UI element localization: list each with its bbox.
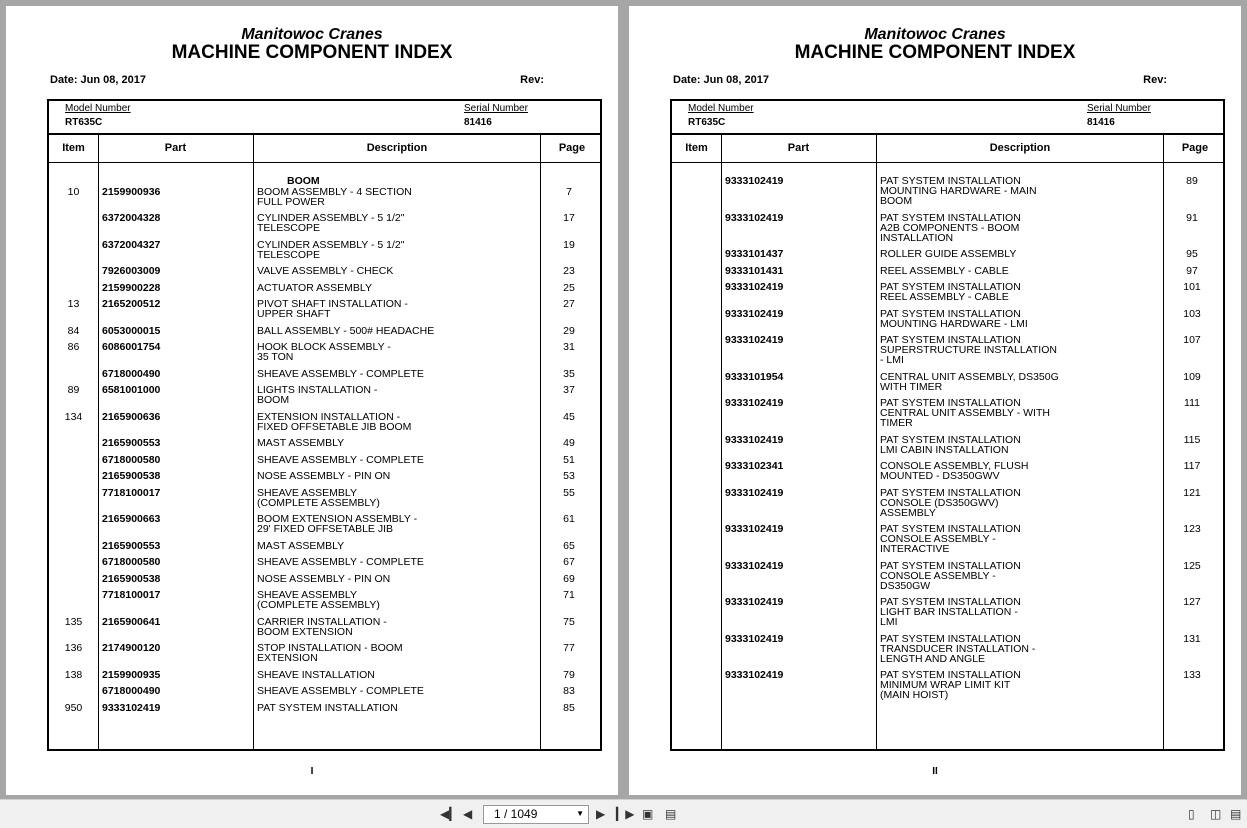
- description-cell: PAT SYSTEM INSTALLATION CENTRAL UNIT ASSEMBLY - WITH TIMER: [880, 397, 1050, 429]
- part-cell: 2165900636: [102, 411, 161, 423]
- model-number-value: RT635C: [65, 117, 103, 128]
- part-cell: 6372004327: [102, 239, 161, 251]
- item-cell: 135: [64, 616, 83, 628]
- page-cell: 91: [1186, 212, 1198, 224]
- description-cell: BOOM ASSEMBLY - 4 SECTION FULL POWER: [257, 186, 412, 208]
- description-cell: PAT SYSTEM INSTALLATION TRANSDUCER INSTALLATION - LENGTH AND ANGLE: [880, 633, 1036, 665]
- part-cell: 2165900538: [102, 470, 161, 482]
- column-divider: [98, 133, 99, 749]
- page-cell: 67: [563, 556, 575, 568]
- single-page-icon[interactable]: ▯: [1188, 807, 1195, 821]
- item-cell: 138: [64, 669, 83, 681]
- description-cell: SHEAVE ASSEMBLY - COMPLETE: [257, 556, 424, 568]
- page-cell: 29: [563, 325, 575, 337]
- description-cell: PAT SYSTEM INSTALLATION CONSOLE ASSEMBLY - DS350GW: [880, 560, 1021, 592]
- page-cell: 133: [1183, 669, 1201, 681]
- page-cell: 123: [1183, 523, 1201, 535]
- date-label: Date: Jun 08, 2017: [50, 74, 146, 86]
- page-cell: 7: [566, 186, 572, 198]
- part-cell: 6718000490: [102, 685, 161, 697]
- page-cell: 101: [1183, 281, 1201, 293]
- part-cell: 2165900641: [102, 616, 161, 628]
- page-cell: 23: [563, 265, 575, 277]
- part-cell: 9333102419: [725, 669, 784, 681]
- page-cell: 77: [563, 642, 575, 654]
- page-cell: 109: [1183, 371, 1201, 383]
- item-cell: 86: [67, 341, 80, 353]
- part-cell: 9333102419: [725, 212, 784, 224]
- date-label: Date: Jun 08, 2017: [673, 74, 769, 86]
- part-cell: 2159900228: [102, 282, 161, 294]
- description-cell: CYLINDER ASSEMBLY - 5 1/2" TELESCOPE: [257, 212, 405, 234]
- part-cell: 2159900936: [102, 186, 161, 198]
- brand-name: Manitowoc Cranes: [241, 26, 383, 43]
- page-cell: 107: [1183, 334, 1201, 346]
- page-cell: 83: [563, 685, 575, 697]
- first-page-icon[interactable]: ◀▎: [440, 807, 459, 821]
- item-cell: 89: [67, 384, 80, 396]
- description-cell: NOSE ASSEMBLY - PIN ON: [257, 470, 391, 482]
- description-cell: NOSE ASSEMBLY - PIN ON: [257, 573, 391, 585]
- page-cell: 65: [563, 540, 575, 552]
- part-cell: 2174900120: [102, 642, 161, 654]
- item-cell: 13: [67, 298, 80, 310]
- description-cell: SHEAVE ASSEMBLY - COMPLETE: [257, 454, 424, 466]
- prev-page-icon[interactable]: ◀: [463, 807, 473, 821]
- description-cell: PAT SYSTEM INSTALLATION LIGHT BAR INSTALLATION - LMI: [880, 596, 1021, 628]
- page-number: I: [310, 766, 314, 777]
- item-cell: 84: [67, 325, 80, 337]
- part-cell: 2159900935: [102, 669, 161, 681]
- description-cell: CENTRAL UNIT ASSEMBLY, DS350G WITH TIMER: [880, 371, 1059, 393]
- part-cell: 7926003009: [102, 265, 161, 277]
- col-desc-header: Description: [366, 142, 428, 154]
- description-cell: PAT SYSTEM INSTALLATION SUPERSTRUCTURE INSTALLATION - LMI: [880, 334, 1057, 366]
- column-headers: [672, 133, 1223, 163]
- col-part-header: Part: [164, 142, 187, 154]
- last-page-icon[interactable]: ▎▶: [616, 807, 635, 821]
- description-cell: SHEAVE ASSEMBLY (COMPLETE ASSEMBLY): [257, 487, 380, 509]
- description-cell: BALL ASSEMBLY - 500# HEADACHE: [257, 325, 435, 337]
- document-title: MACHINE COMPONENT INDEX: [171, 42, 453, 63]
- part-cell: 6718000490: [102, 368, 161, 380]
- continuous-icon[interactable]: ▤: [1230, 807, 1242, 821]
- brand-name: Manitowoc Cranes: [864, 26, 1006, 43]
- page-cell: 55: [563, 487, 575, 499]
- column-divider: [253, 133, 254, 749]
- page-cell: 95: [1186, 248, 1198, 260]
- part-cell: 9333102419: [725, 560, 784, 572]
- description-cell: MAST ASSEMBLY: [257, 540, 345, 552]
- description-cell: CARRIER INSTALLATION - BOOM EXTENSION: [257, 616, 387, 638]
- part-cell: 9333102419: [725, 596, 784, 608]
- description-cell: SHEAVE ASSEMBLY - COMPLETE: [257, 368, 424, 380]
- page-cell: 51: [563, 454, 575, 466]
- col-page-header: Page: [558, 142, 586, 154]
- document-page-right: [629, 6, 1241, 795]
- part-cell: 9333101954: [725, 371, 784, 383]
- page-cell: 27: [563, 298, 575, 310]
- part-cell: 9333102419: [725, 434, 784, 446]
- description-cell: PAT SYSTEM INSTALLATION: [257, 702, 398, 714]
- two-page-icon[interactable]: ◫: [1210, 807, 1222, 821]
- description-cell: PAT SYSTEM INSTALLATION LMI CABIN INSTALLATION: [880, 434, 1021, 456]
- description-cell: PAT SYSTEM INSTALLATION MOUNTING HARDWARE - LMI: [880, 308, 1028, 330]
- description-cell: REEL ASSEMBLY - CABLE: [880, 265, 1009, 277]
- page-number-input[interactable]: [483, 805, 589, 824]
- col-part-header: Part: [787, 142, 810, 154]
- part-cell: 9333101431: [725, 265, 784, 277]
- part-cell: 9333102419: [725, 487, 784, 499]
- description-cell: PAT SYSTEM INSTALLATION CONSOLE ASSEMBLY - INTERACTIVE: [880, 523, 1021, 555]
- serial-number-value: 81416: [1087, 117, 1115, 128]
- part-cell: 9333102419: [102, 702, 161, 714]
- description-cell: ACTUATOR ASSEMBLY: [257, 282, 372, 294]
- serial-number-label: Serial Number: [1087, 103, 1151, 114]
- part-cell: 9333102419: [725, 308, 784, 320]
- description-cell: VALVE ASSEMBLY - CHECK: [257, 265, 394, 277]
- page-cell: 71: [563, 589, 575, 601]
- page-cell: 49: [563, 437, 575, 449]
- page-cell: 85: [563, 702, 575, 714]
- item-cell: 134: [64, 411, 83, 423]
- page-cell: 17: [563, 212, 575, 224]
- item-cell: 950: [64, 702, 83, 714]
- description-cell: EXTENSION INSTALLATION - FIXED OFFSETABLE JIB BOOM: [257, 411, 412, 433]
- chevron-down-icon[interactable]: ▼: [576, 809, 584, 818]
- col-item-header: Item: [62, 142, 85, 154]
- page-cell: 37: [563, 384, 575, 396]
- viewer-toolbar: [0, 799, 1247, 828]
- rev-label: Rev:: [1143, 74, 1167, 86]
- page-cell: 53: [563, 470, 575, 482]
- fit-width-icon[interactable]: ▤: [665, 807, 677, 821]
- col-page-header: Page: [1181, 142, 1209, 154]
- page-cell: 25: [563, 282, 575, 294]
- page-number-text: 1 / 1049: [494, 807, 538, 821]
- description-cell: ROLLER GUIDE ASSEMBLY: [880, 248, 1017, 260]
- part-cell: 2165900553: [102, 540, 161, 552]
- part-cell: 7718100017: [102, 589, 161, 601]
- part-cell: 6581001000: [102, 384, 161, 396]
- part-cell: 9333102341: [725, 460, 784, 472]
- page-cell: 125: [1183, 560, 1201, 572]
- col-item-header: Item: [685, 142, 708, 154]
- description-cell: PIVOT SHAFT INSTALLATION - UPPER SHAFT: [257, 298, 408, 320]
- col-desc-header: Description: [989, 142, 1051, 154]
- section-title: BOOM: [287, 175, 320, 187]
- description-cell: CYLINDER ASSEMBLY - 5 1/2" TELESCOPE: [257, 239, 405, 261]
- description-cell: PAT SYSTEM INSTALLATION REEL ASSEMBLY - CABLE: [880, 281, 1021, 303]
- page-cell: 35: [563, 368, 575, 380]
- page-cell: 117: [1183, 460, 1201, 472]
- item-cell: 10: [67, 186, 80, 198]
- page-cell: 127: [1183, 596, 1201, 608]
- part-cell: 7718100017: [102, 487, 161, 499]
- description-cell: STOP INSTALLATION - BOOM EXTENSION: [257, 642, 403, 664]
- description-cell: PAT SYSTEM INSTALLATION A2B COMPONENTS - BOOM INSTALLATION: [880, 212, 1021, 244]
- rev-label: Rev:: [520, 74, 544, 86]
- page-cell: 61: [563, 513, 575, 525]
- model-header: [49, 101, 600, 135]
- part-cell: 6053000015: [102, 325, 161, 337]
- description-cell: SHEAVE INSTALLATION: [257, 669, 375, 681]
- part-cell: 2165900663: [102, 513, 161, 525]
- part-cell: 9333102419: [725, 175, 784, 187]
- page-number: II: [932, 766, 938, 777]
- page-cell: 79: [563, 669, 575, 681]
- document-title: MACHINE COMPONENT INDEX: [794, 42, 1076, 63]
- description-cell: CONSOLE ASSEMBLY, FLUSH MOUNTED - DS350GWV: [880, 460, 1029, 482]
- part-cell: 2165900553: [102, 437, 161, 449]
- part-cell: 9333102419: [725, 334, 784, 346]
- page-cell: 19: [563, 239, 575, 251]
- description-cell: LIGHTS INSTALLATION - BOOM: [257, 384, 378, 406]
- part-cell: 9333101437: [725, 248, 784, 260]
- part-cell: 6718000580: [102, 454, 161, 466]
- page-cell: 97: [1186, 265, 1198, 277]
- description-cell: PAT SYSTEM INSTALLATION MINIMUM WRAP LIMIT KIT (MAIN HOIST): [880, 669, 1021, 701]
- part-cell: 6372004328: [102, 212, 161, 224]
- column-divider: [721, 133, 722, 749]
- description-cell: BOOM EXTENSION ASSEMBLY - 29' FIXED OFFSETABLE JIB: [257, 513, 418, 535]
- page-cell: 75: [563, 616, 575, 628]
- part-cell: 2165200512: [102, 298, 161, 310]
- index-table: [47, 99, 602, 751]
- description-cell: HOOK BLOCK ASSEMBLY - 35 TON: [257, 341, 391, 363]
- model-header: [672, 101, 1223, 135]
- model-number-value: RT635C: [688, 117, 726, 128]
- page-cell: 89: [1186, 175, 1198, 187]
- index-table: [670, 99, 1225, 751]
- part-cell: 9333102419: [725, 281, 784, 293]
- description-cell: PAT SYSTEM INSTALLATION MOUNTING HARDWARE - MAIN BOOM: [880, 175, 1037, 207]
- page-cell: 103: [1183, 308, 1201, 320]
- description-cell: SHEAVE ASSEMBLY - COMPLETE: [257, 685, 424, 697]
- serial-number-label: Serial Number: [464, 103, 528, 114]
- page-cell: 131: [1183, 633, 1201, 645]
- part-cell: 6086001754: [102, 341, 161, 353]
- description-cell: PAT SYSTEM INSTALLATION CONSOLE (DS350GWV) ASSEMBLY: [880, 487, 1021, 519]
- serial-number-value: 81416: [464, 117, 492, 128]
- model-number-label: Model Number: [65, 103, 131, 114]
- page-cell: 69: [563, 573, 575, 585]
- page-cell: 45: [563, 411, 575, 423]
- page-cell: 111: [1184, 397, 1200, 409]
- page-cell: 121: [1183, 487, 1201, 499]
- next-page-icon[interactable]: ▶: [596, 807, 606, 821]
- part-cell: 9333102419: [725, 523, 784, 535]
- part-cell: 9333102419: [725, 633, 784, 645]
- fit-page-icon[interactable]: ▣: [642, 807, 654, 821]
- item-cell: 136: [64, 642, 83, 654]
- description-cell: MAST ASSEMBLY: [257, 437, 345, 449]
- description-cell: SHEAVE ASSEMBLY (COMPLETE ASSEMBLY): [257, 589, 380, 611]
- part-cell: 9333102419: [725, 397, 784, 409]
- document-page-left: [6, 6, 618, 795]
- page-cell: 115: [1183, 434, 1201, 446]
- column-divider: [876, 133, 877, 749]
- page-cell: 31: [563, 341, 575, 353]
- part-cell: 2165900538: [102, 573, 161, 585]
- model-number-label: Model Number: [688, 103, 754, 114]
- column-headers: [49, 133, 600, 163]
- part-cell: 6718000580: [102, 556, 161, 568]
